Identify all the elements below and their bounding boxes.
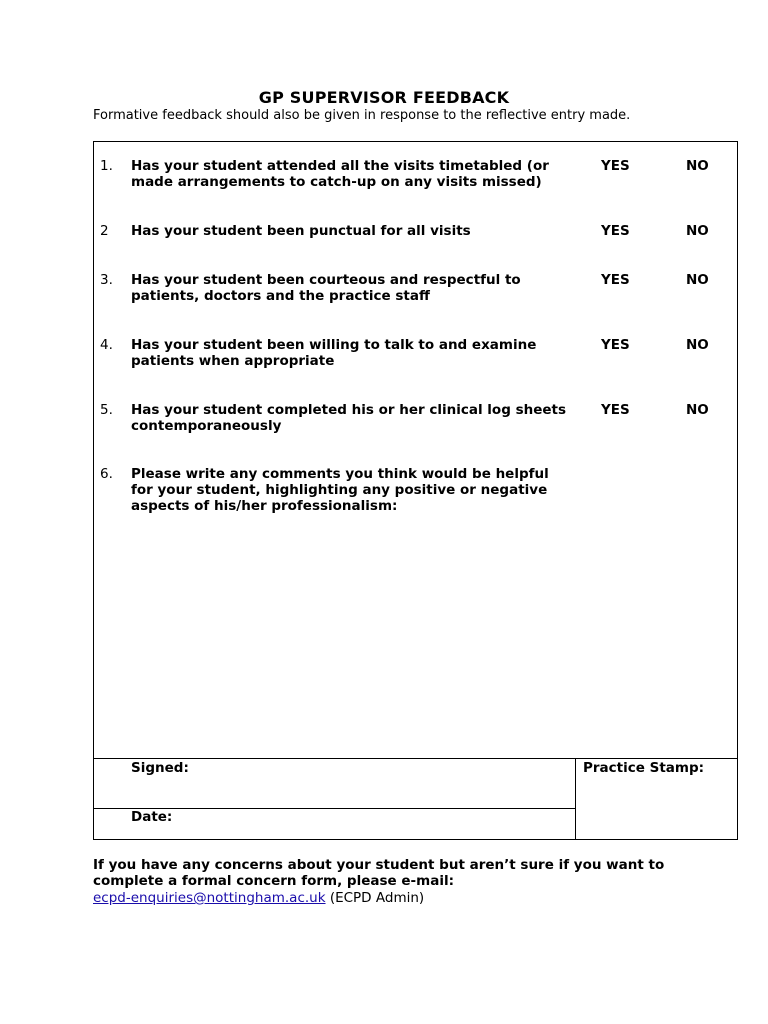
no-option[interactable]: NO (686, 223, 709, 239)
yes-option[interactable]: YES (601, 402, 630, 418)
email-link[interactable]: ecpd-enquiries@nottingham.ac.uk (93, 890, 326, 906)
yes-option[interactable]: YES (601, 223, 630, 239)
question-number: 5. (100, 402, 113, 418)
question-text: Has your student been courteous and respectful to patients, doctors and the practice staff (131, 272, 521, 304)
no-option[interactable]: NO (686, 337, 709, 353)
yes-option[interactable]: YES (601, 158, 630, 174)
no-option[interactable]: NO (686, 272, 709, 288)
page-title: GP SUPERVISOR FEEDBACK (258, 88, 510, 107)
question-number: 4. (100, 337, 113, 353)
question-text: Has your student attended all the visits timetabled (or made arrangements to catch-up on any visits missed) (131, 158, 549, 190)
signed-label: Signed: (131, 760, 189, 776)
question-text: Has your student been punctual for all visits (131, 223, 471, 239)
concern-message: If you have any concerns about your student but aren’t sure if you want to complete a formal concern form, please e-mail: (93, 857, 665, 889)
question-number: 2 (100, 223, 109, 239)
signed-field[interactable] (94, 759, 575, 808)
question-text: Has your student been willing to talk to and examine patients when appropriate (131, 337, 537, 369)
date-field[interactable] (94, 809, 575, 839)
question-number: 1. (100, 158, 113, 174)
contact-line (93, 890, 424, 906)
question-text: Has your student completed his or her clinical log sheets contemporaneously (131, 402, 567, 434)
yes-option[interactable]: YES (601, 337, 630, 353)
email-suffix: (ECPD Admin) (325, 890, 425, 906)
no-option[interactable]: NO (686, 158, 709, 174)
practice-stamp-field[interactable] (576, 759, 737, 839)
question-text: Please write any comments you think would be helpful for your student, highlighting any positive or negative aspects of his/her professionalism: (131, 466, 549, 514)
yes-option[interactable]: YES (601, 272, 630, 288)
no-option[interactable]: NO (686, 402, 709, 418)
date-label: Date: (131, 809, 173, 825)
question-number: 6. (100, 466, 113, 482)
page-subtitle: Formative feedback should also be given in response to the reflective entry made. (93, 108, 631, 123)
practice-stamp-label: Practice Stamp: (583, 760, 705, 776)
feedback-form (93, 141, 738, 840)
comments-area[interactable] (94, 514, 737, 758)
question-number: 3. (100, 272, 113, 288)
